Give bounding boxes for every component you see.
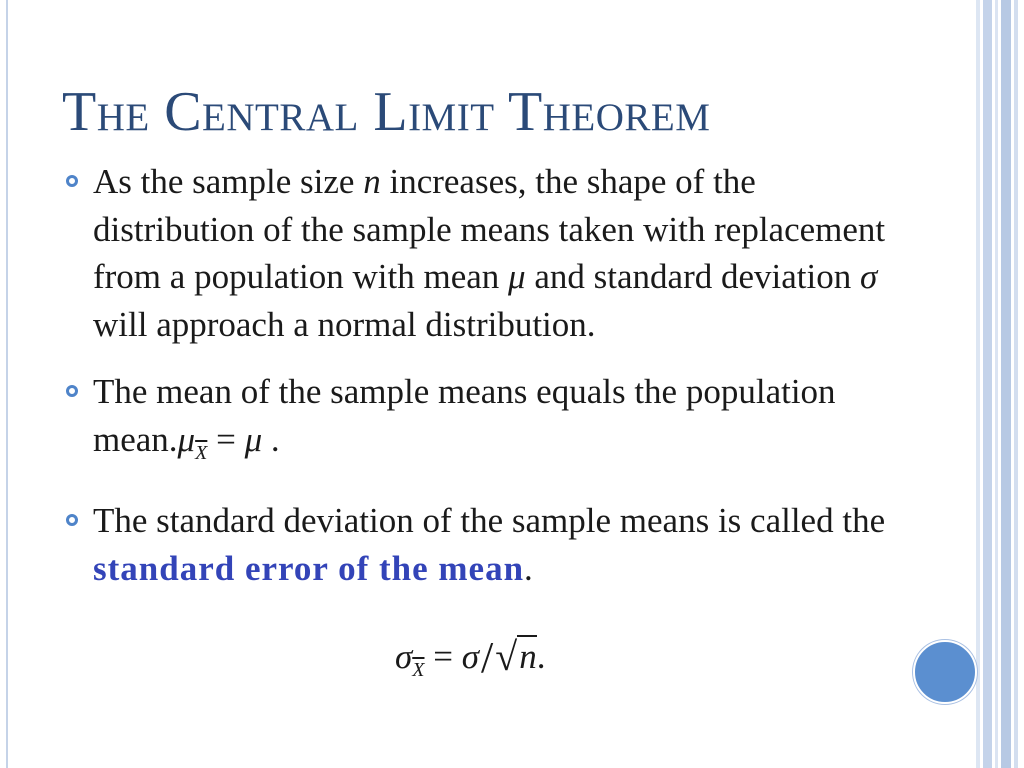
subscript-x: X [195, 441, 208, 464]
text-run: will approach a normal distribution. [93, 304, 596, 344]
symbol-mu: μ [244, 419, 263, 459]
subscript-x-bar [412, 659, 424, 681]
bullet-text [93, 372, 836, 464]
bullet-icon [66, 385, 78, 397]
bullet-text [93, 501, 885, 588]
symbol-mu: μ [508, 257, 526, 296]
text-run: and standard deviation [525, 257, 860, 296]
variable-n: n [363, 162, 381, 201]
period: . [536, 637, 546, 676]
right-stripe [983, 0, 992, 768]
subscript-x: X [412, 659, 425, 681]
text-run: The mean of the sample means equals the population mean. [93, 372, 836, 459]
decorative-circle [913, 640, 977, 704]
symbol-mu: μ [177, 419, 196, 459]
bullet-text [93, 162, 885, 344]
bullet-icon [66, 514, 78, 526]
standard-error-formula [395, 632, 545, 683]
left-frame-line [6, 0, 8, 768]
highlighted-term: standard error of the mean [93, 548, 525, 588]
bullet-list [62, 158, 922, 612]
bullet-item [62, 497, 922, 592]
bullet-item [62, 158, 922, 348]
text-run: . [262, 419, 280, 459]
text-run: As the sample size [93, 162, 364, 201]
symbol-sigma: σ [461, 637, 479, 676]
bullet-icon [66, 175, 78, 187]
radical-sign: √ [495, 634, 518, 679]
right-stripe [1001, 0, 1011, 768]
right-stripe [995, 0, 998, 768]
bullet-item [62, 368, 922, 477]
text-run: . [524, 548, 533, 588]
slide-title: The Central Limit Theorem [62, 81, 711, 143]
text-run: The standard deviation of the sample means is called the [93, 501, 886, 540]
text-run: increases, the shape of the distribution of the sample means taken with replacement from a population with mean [93, 162, 886, 296]
variable-n: n [519, 637, 537, 676]
equals-sign: = [207, 419, 245, 459]
right-stripe [976, 0, 980, 768]
subscript-x-bar [195, 442, 207, 464]
symbol-sigma: σ [859, 257, 878, 296]
right-stripe [1014, 0, 1018, 768]
symbol-sigma: σ [395, 637, 413, 676]
division-slash: / [481, 633, 494, 682]
equals-sign: = [424, 637, 462, 676]
